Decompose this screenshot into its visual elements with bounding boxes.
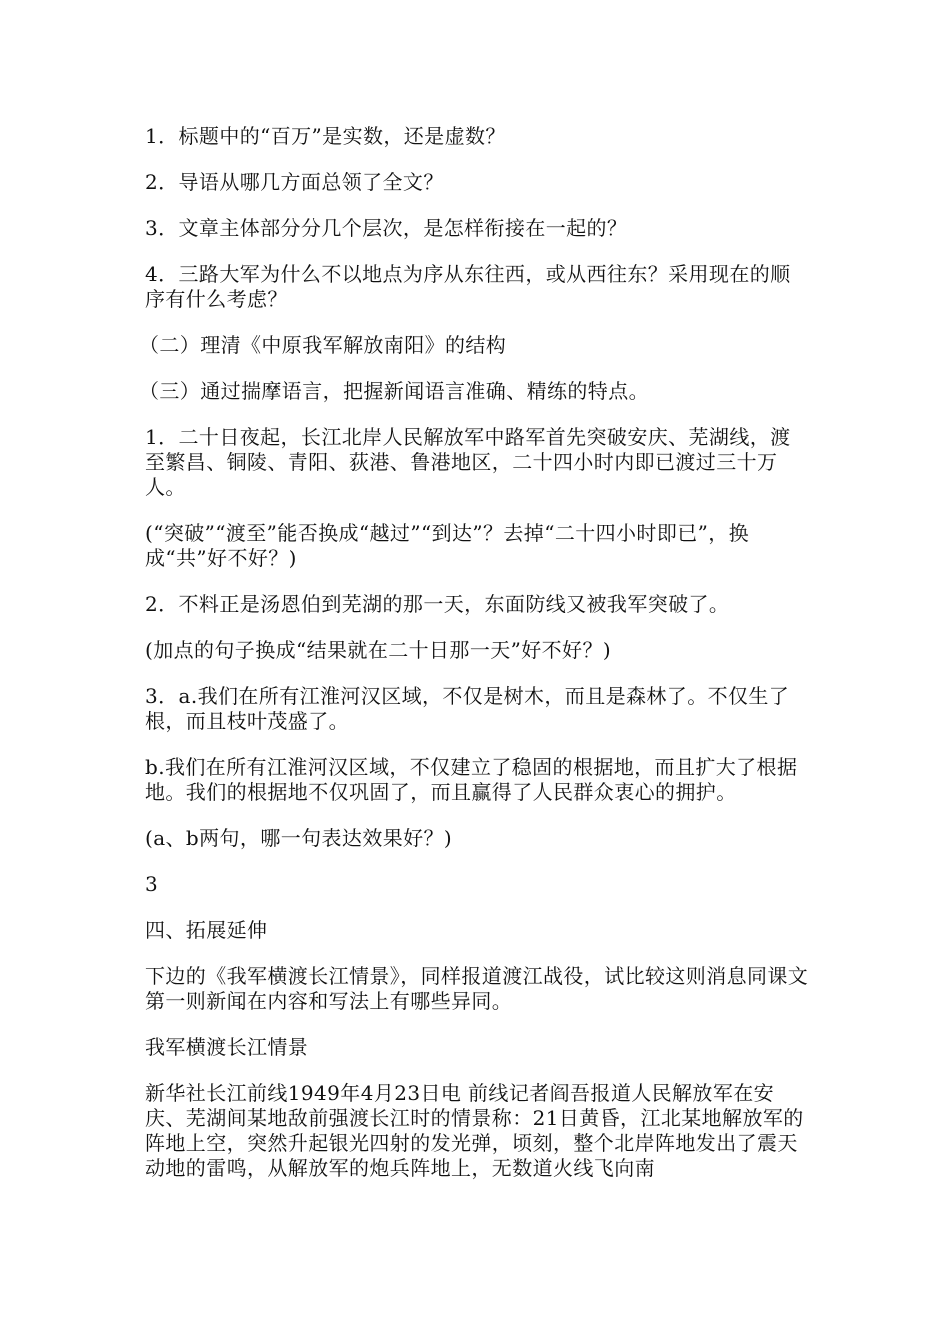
- question-3-structure: 3．文章主体部分分几个层次，是怎样衔接在一起的？: [145, 216, 628, 240]
- question-1-title-numbers: 1．标题中的“百万”是实数，还是虚数？: [145, 124, 506, 148]
- section-3-heading: （三）通过揣摩语言，把握新闻语言准确、精练的特点。: [139, 379, 649, 403]
- section-2-heading: （二）理清《中原我军解放南阳》的结构: [139, 333, 507, 357]
- language-question-1: (“突破”“渡至”能否换成“越过”“到达”？去掉“二十四小时即已”，换成“共”好不好？): [145, 521, 750, 570]
- news-title: 我军横渡长江情景: [145, 1035, 309, 1059]
- section-4-heading: 四、拓展延伸: [145, 918, 268, 942]
- language-question-3: (a、b两句，哪一句表达效果好？): [145, 826, 453, 850]
- document-body: [139, 124, 810, 1202]
- language-example-2: 2．不料正是汤恩伯到芜湖的那一天，东面防线又被我军突破了。: [145, 592, 730, 616]
- language-example-3b: b.我们在所有江淮河汉区域，不仅建立了稳固的根据地，而且扩大了根据地。我们的根据地不仅巩固了，而且赢得了人民群众衷心的拥护。: [145, 755, 798, 804]
- page-number: 3: [145, 872, 159, 896]
- question-4-order: 4．三路大军为什么不以地点为序从东往西，或从西往东？采用现在的顺序有什么考虑？: [145, 262, 791, 311]
- language-question-2: (加点的句子换成“结果就在二十日那一天”好不好？): [145, 638, 612, 662]
- news-body: 新华社长江前线1949年4月23日电 前线记者阎吾报道人民解放军在安庆、芜湖间某地敌前强渡长江时的情景称：21日黄昏，江北某地解放军的阵地上空，突然升起银光四射的发光弹，顷刻，整个北岸阵地发出了震天动地的雷鸣，从解放军的炮兵阵地上，无数道火线飞向南: [145, 1081, 804, 1180]
- language-example-3a: 3．a.我们在所有江淮河汉区域，不仅是树木，而且是森林了。不仅生了根，而且枝叶茂盛了。: [145, 684, 790, 733]
- language-example-1: 1．二十日夜起，长江北岸人民解放军中路军首先突破安庆、芜湖线，渡至繁昌、铜陵、青阳、荻港、鲁港地区，二十四小时内即已渡过三十万人。: [145, 425, 791, 499]
- question-2-lead: 2．导语从哪几方面总领了全文？: [145, 170, 444, 194]
- extension-instruction: 下边的《我军横渡长江情景》，同样报道渡江战役，试比较这则消息同课文第一则新闻在内容和写法上有哪些异同。: [145, 964, 809, 1013]
